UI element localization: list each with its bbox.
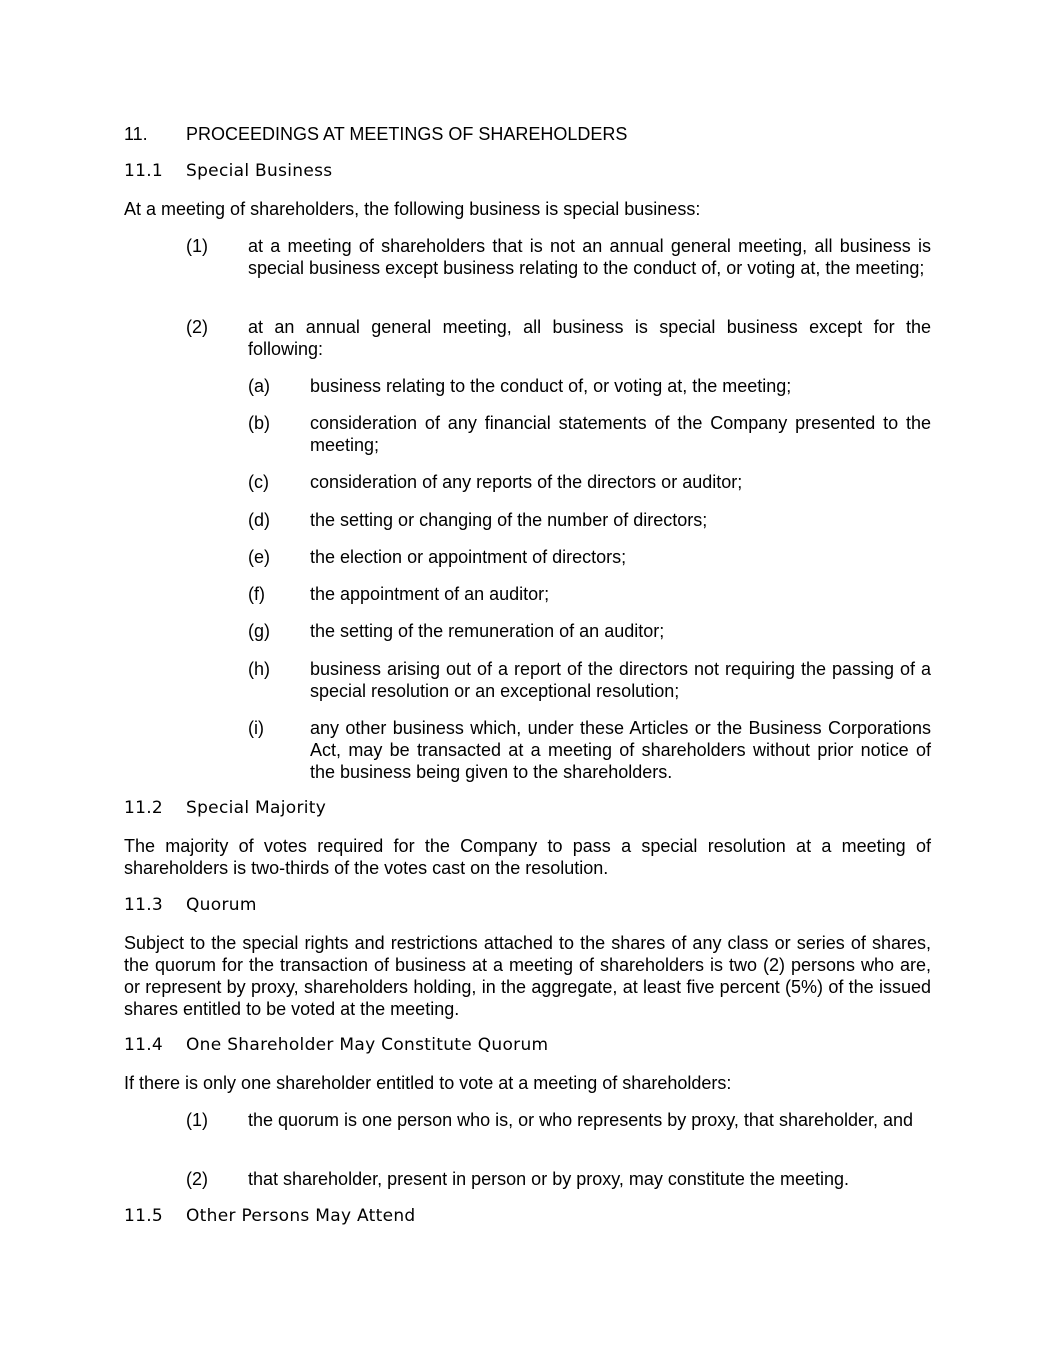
sub-list-item-text: the appointment of an auditor; <box>310 584 550 604</box>
sub-list-item-label: (e) <box>248 547 270 567</box>
sub-list-item-label: (h) <box>248 659 270 679</box>
subsection-title: Other Persons May Attend <box>186 1206 416 1226</box>
subsection-title: One Shareholder May Constitute Quorum <box>186 1035 549 1055</box>
list-item-text: that shareholder, present in person or by proxy, may constitute the meeting. <box>248 1169 849 1189</box>
subsection-number: 11.1 <box>124 161 164 181</box>
sub-list-item-label: (d) <box>248 510 270 530</box>
sub-list-item-text: consideration of any reports of the directors or auditor; <box>310 472 743 492</box>
sub-list-item-label: (a) <box>248 376 270 396</box>
paragraph: At a meeting of shareholders, the following business is special business: <box>124 199 701 219</box>
subsection-title: Special Majority <box>186 798 327 818</box>
sub-list-item-text: the setting of the remuneration of an auditor; <box>310 621 665 641</box>
list-item-label: (2) <box>186 317 208 337</box>
list-item-label: (2) <box>186 1169 208 1189</box>
paragraph: If there is only one shareholder entitled to vote at a meeting of shareholders: <box>124 1073 732 1093</box>
sub-list-item-text: the election or appointment of directors; <box>310 547 627 567</box>
subsection-number: 11.3 <box>124 895 164 915</box>
sub-list-item-label: (g) <box>248 621 270 641</box>
list-item-text: at an annual general meeting, all business is special business except for the following: <box>248 317 931 359</box>
sub-list-item-text: any other business which, under these Articles or the Business Corporations Act, may be transacted at a meeting of shareholders without prior notice of the business being given to the shareholders. <box>310 718 931 782</box>
sub-list-item-label: (c) <box>248 472 269 492</box>
paragraph: The majority of votes required for the Company to pass a special resolution at a meeting of shareholders is two-thirds of the votes cast on the resolution. <box>124 836 931 878</box>
section-number: 11. <box>124 124 148 144</box>
subsection-number: 11.5 <box>124 1206 164 1226</box>
list-item-label: (1) <box>186 1110 208 1130</box>
list-item-text: the quorum is one person who is, or who represents by proxy, that shareholder, and <box>248 1110 914 1130</box>
list-item-label: (1) <box>186 236 208 256</box>
sub-list-item-text: consideration of any financial statements of the Company presented to the meeting; <box>310 413 931 455</box>
paragraph: Subject to the special rights and restrictions attached to the shares of any class or series of shares, the quorum for the transaction of business at a meeting of shareholders is two (2) persons who are, or represent by proxy, shareholders holding, in the aggregate, at least five percent (5%) of the issued shares entitled to be voted at the meeting. <box>124 933 931 1019</box>
subsection-title: Special Business <box>186 161 333 181</box>
list-item-text: at a meeting of shareholders that is not an annual general meeting, all business is special business except business relating to the conduct of, or voting at, the meeting; <box>248 236 931 278</box>
sub-list-item-label: (b) <box>248 413 270 433</box>
sub-list-item-label: (f) <box>248 584 265 604</box>
sub-list-item-text: business arising out of a report of the directors not requiring the passing of a special resolution or an exceptional resolution; <box>310 659 931 701</box>
subsection-title: Quorum <box>186 895 257 915</box>
subsection-number: 11.4 <box>124 1035 164 1055</box>
sub-list-item-text: the setting or changing of the number of directors; <box>310 510 708 530</box>
sub-list-item-label: (i) <box>248 718 264 738</box>
sub-list-item-text: business relating to the conduct of, or voting at, the meeting; <box>310 376 792 396</box>
section-title: PROCEEDINGS AT MEETINGS OF SHAREHOLDERS <box>186 124 628 144</box>
subsection-number: 11.2 <box>124 798 164 818</box>
